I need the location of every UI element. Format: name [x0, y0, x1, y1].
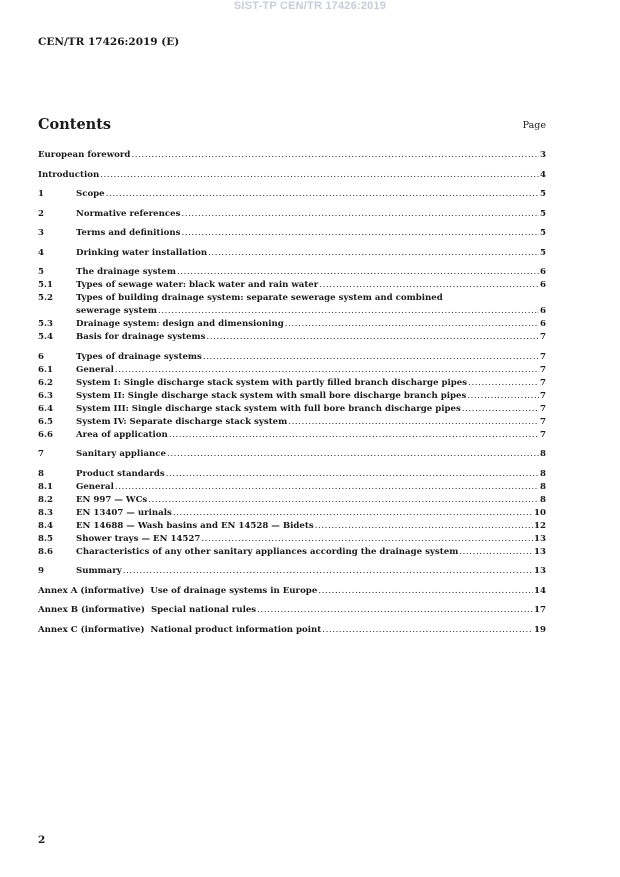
watermark: SIST-TP CEN/TR 17426:2019 — [233, 0, 387, 12]
toc-leader-dots — [169, 429, 539, 442]
toc-leader-dots — [181, 208, 539, 221]
toc-leader-dots — [100, 169, 539, 182]
toc-entry-number: 8.2 — [38, 494, 53, 505]
toc-entry-european-foreword[interactable] — [38, 149, 546, 162]
toc-entry-title: Types of sewage water: black water and rain water — [76, 280, 319, 290]
toc-entry-en-14688-wash-basins[interactable] — [38, 520, 546, 533]
toc-entry-title-continuation: sewerage system — [76, 306, 157, 316]
toc-entry-page: 3 — [540, 150, 546, 160]
toc-entry-drinking-water-installation[interactable] — [38, 247, 546, 260]
toc-entry-basis-for-drainage-systems[interactable] — [38, 331, 546, 344]
toc-entry-title: System III: Single discharge stack system with full bore branch discharge pipes — [76, 403, 461, 414]
toc-entry-title: Scope — [76, 189, 105, 199]
toc-leader-dots — [206, 331, 539, 344]
toc-entry-page: 10 — [534, 507, 546, 518]
toc-leader-dots — [315, 520, 533, 533]
toc-entry-page: 14 — [534, 585, 546, 596]
toc-entry-title: System I: Single discharge stack system with partly filled branch discharge pipes — [76, 377, 468, 388]
toc-leader-dots — [123, 565, 533, 578]
toc-entry-page: 8 — [540, 468, 546, 479]
toc-entry-page: 19 — [534, 624, 546, 635]
toc-leader-dots — [106, 188, 539, 201]
toc-entry-number: 6.1 — [38, 364, 53, 375]
toc-entry-number: 5.1 — [38, 280, 53, 290]
toc-entry-characteristics-other-appliances[interactable] — [38, 546, 546, 559]
toc-entry-number: 4 — [38, 247, 44, 258]
toc-entry-number: 8 — [38, 468, 44, 479]
toc-entry-page: 4 — [540, 169, 546, 180]
toc-entry-number: 6 — [38, 351, 44, 362]
toc-entry-number: 7 — [38, 449, 44, 459]
toc-entry-page: 8 — [540, 449, 546, 459]
toc-leader-dots — [167, 448, 539, 461]
toc-entry-number: 6.3 — [38, 390, 53, 401]
toc-leader-dots — [166, 468, 539, 481]
toc-entry-page: 7 — [540, 416, 546, 427]
toc-leader-dots — [288, 416, 539, 429]
toc-entry-page: 5 — [540, 247, 546, 258]
toc-entry-en-13407-urinals[interactable] — [38, 507, 546, 520]
toc-entry-number: 8.4 — [38, 520, 53, 531]
contents-title: Contents — [38, 116, 112, 133]
toc-leader-dots — [177, 266, 539, 279]
toc-leader-dots — [203, 351, 539, 364]
toc-entry-page: 6 — [540, 267, 546, 277]
toc-entry-number: 6.5 — [38, 416, 53, 427]
toc-entry-title: Introduction — [38, 169, 100, 180]
toc-entry-number: 5.2 — [38, 293, 53, 303]
toc-leader-dots — [201, 533, 533, 546]
toc-entry-page: 6 — [540, 280, 546, 290]
toc-entry-en-997-wcs[interactable] — [38, 494, 546, 507]
toc-entry-number: 2 — [38, 208, 44, 219]
toc-entry-title: Types of drainage systems — [76, 351, 202, 362]
toc-leader-dots — [115, 481, 539, 494]
toc-leader-dots — [115, 364, 539, 377]
toc-leader-dots — [319, 279, 539, 292]
toc-leader-dots — [322, 624, 533, 637]
toc-leader-dots — [181, 227, 539, 240]
toc-entry-title: Annex B (informative) Special national rules — [38, 605, 257, 615]
toc-entry-title: System IV: Separate discharge stack system — [76, 416, 288, 427]
toc-entry-page: 17 — [534, 605, 546, 615]
toc-leader-dots — [148, 494, 539, 507]
table-of-contents — [38, 149, 546, 637]
toc-entry-area-of-application[interactable] — [38, 429, 546, 442]
toc-entry-normative-references[interactable] — [38, 208, 546, 221]
toc-entry-page: 5 — [540, 189, 546, 199]
toc-entry-terms-and-definitions[interactable] — [38, 227, 546, 240]
toc-leader-dots — [173, 507, 533, 520]
toc-entry-page: 8 — [540, 494, 546, 505]
toc-entry-title: European foreword — [38, 150, 131, 160]
toc-entry-title: Annex A (informative) Use of drainage systems in Europe — [38, 585, 318, 596]
toc-leader-dots — [285, 318, 539, 331]
toc-entry-title: System II: Single discharge stack system with small bore discharge branch pipes — [76, 390, 467, 401]
toc-entry-page: 7 — [540, 364, 546, 375]
toc-entry-annex-a[interactable] — [38, 585, 546, 598]
toc-entry-general-8-1[interactable] — [38, 481, 546, 494]
toc-entry-page: 6 — [540, 306, 546, 316]
toc-entry-system-iii[interactable] — [38, 403, 546, 416]
toc-entry-types-of-building-drainage-system[interactable] — [38, 292, 546, 318]
toc-entry-system-i[interactable] — [38, 377, 546, 390]
toc-entry-scope[interactable] — [38, 188, 546, 201]
toc-entry-number: 3 — [38, 228, 44, 238]
toc-entry-system-ii[interactable] — [38, 390, 546, 403]
toc-entry-title: Shower trays — EN 14527 — [76, 533, 201, 544]
toc-entry-title: Terms and definitions — [76, 228, 181, 238]
toc-entry-types-of-drainage-systems[interactable] — [38, 351, 546, 364]
toc-entry-shower-trays[interactable] — [38, 533, 546, 546]
toc-entry-number: 8.3 — [38, 507, 53, 518]
toc-entry-number: 8.5 — [38, 533, 53, 544]
toc-entry-title: Area of application — [76, 429, 168, 440]
toc-entry-title: General — [76, 364, 114, 375]
document-id-header: CEN/TR 17426:2019 (E) — [38, 36, 180, 48]
toc-entry-number: 6.6 — [38, 429, 53, 440]
toc-entry-drainage-system-design[interactable] — [38, 318, 546, 331]
toc-entry-title: Types of building drainage system: separate sewerage system and combined — [76, 293, 443, 303]
toc-entry-page: 5 — [540, 228, 546, 238]
toc-leader-dots — [208, 247, 539, 260]
toc-entry-page: 8 — [540, 481, 546, 492]
toc-entry-page: 12 — [534, 520, 546, 531]
toc-entry-number: 5.3 — [38, 319, 53, 329]
toc-leader-dots — [459, 546, 533, 559]
toc-entry-page: 7 — [540, 332, 546, 342]
toc-entry-general-6-1[interactable] — [38, 364, 546, 377]
toc-entry-page: 13 — [534, 566, 546, 576]
toc-entry-title: Sanitary appliance — [76, 449, 166, 459]
toc-entry-the-drainage-system[interactable] — [38, 266, 546, 279]
toc-entry-sanitary-appliance[interactable] — [38, 448, 546, 461]
toc-entry-page: 7 — [540, 390, 546, 401]
toc-entry-number: 8.1 — [38, 481, 53, 492]
page-number: 2 — [38, 834, 46, 846]
toc-leader-dots — [462, 403, 539, 416]
toc-entry-number: 6.4 — [38, 403, 53, 414]
toc-entry-page: 7 — [540, 351, 546, 362]
toc-entry-product-standards[interactable] — [38, 468, 546, 481]
toc-entry-number: 6.2 — [38, 377, 53, 388]
toc-entry-title: Normative references — [76, 208, 181, 219]
toc-entry-title: The drainage system — [76, 267, 176, 277]
toc-entry-number: 8.6 — [38, 546, 53, 557]
toc-entry-title: Characteristics of any other sanitary appliances according the drainage system — [76, 546, 459, 557]
toc-entry-number: 5.4 — [38, 332, 53, 342]
toc-entry-introduction[interactable] — [38, 169, 546, 182]
toc-entry-number: 9 — [38, 566, 44, 576]
toc-entry-title: EN 14688 — Wash basins and EN 14528 — Bidets — [76, 520, 314, 531]
toc-entry-title: EN 13407 — urinals — [76, 507, 172, 518]
toc-entry-page: 7 — [540, 377, 546, 388]
toc-leader-dots — [257, 604, 533, 617]
toc-entry-title: Basis for drainage systems — [76, 332, 206, 342]
toc-entry-types-of-sewage-water[interactable] — [38, 279, 546, 292]
toc-entry-number: 5 — [38, 267, 44, 277]
toc-entry-title: General — [76, 481, 114, 492]
toc-entry-page: 7 — [540, 403, 546, 414]
toc-leader-dots — [131, 149, 539, 162]
toc-leader-dots — [468, 377, 539, 390]
toc-leader-dots — [467, 390, 539, 403]
toc-entry-title: Drinking water installation — [76, 247, 208, 258]
toc-entry-title: Product standards — [76, 468, 165, 479]
toc-entry-page: 7 — [540, 429, 546, 440]
toc-entry-annex-c[interactable] — [38, 624, 546, 637]
toc-entry-title: Annex C (informative) National product information point — [38, 624, 322, 635]
toc-entry-title: EN 997 — WCs — [76, 494, 148, 505]
toc-entry-annex-b[interactable] — [38, 604, 546, 617]
toc-entry-summary[interactable] — [38, 565, 546, 578]
page-column-label: Page — [522, 120, 546, 131]
toc-leader-dots — [318, 585, 533, 598]
toc-entry-number: 1 — [38, 189, 44, 199]
toc-entry-system-iv[interactable] — [38, 416, 546, 429]
toc-leader-dots — [158, 305, 539, 318]
toc-entry-title: Summary — [76, 566, 122, 576]
toc-entry-page: 5 — [540, 208, 546, 219]
toc-entry-title: Drainage system: design and dimensioning — [76, 319, 284, 329]
toc-entry-page: 13 — [534, 533, 546, 544]
toc-entry-page: 6 — [540, 319, 546, 329]
toc-entry-page: 13 — [534, 546, 546, 557]
